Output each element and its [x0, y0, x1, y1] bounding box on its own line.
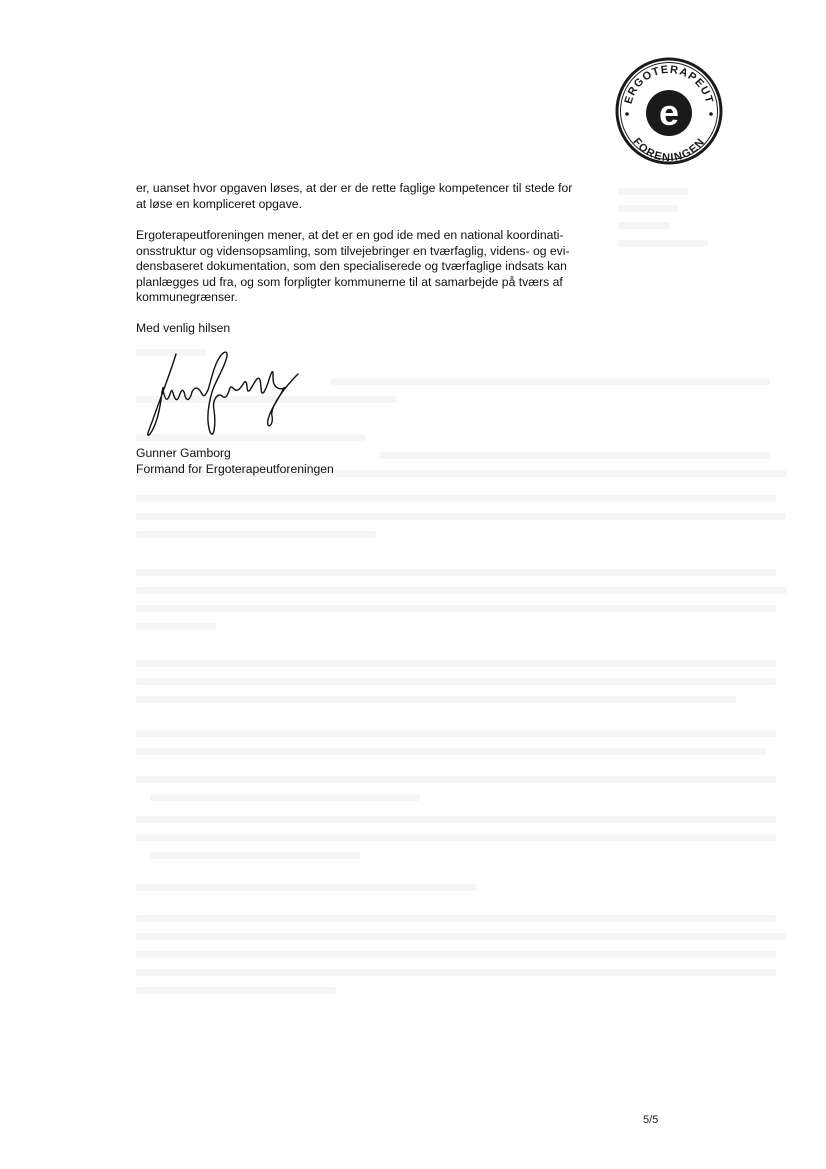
- text-line: planlægges ud fra, og som forpligter kommunerne til at samarbejde på tværs af: [136, 274, 563, 289]
- closing-greeting: Med venlig hilsen: [136, 321, 231, 335]
- text-line: densbaseret dokumentation, som den specialiserede og tværfaglige indsats kan: [136, 259, 567, 274]
- signer-block: [136, 446, 616, 477]
- text-line: Ergoterapeutforeningen mener, at det er en god ide med en national koordinati-: [136, 228, 564, 242]
- svg-text:FORENINGEN: FORENINGEN: [630, 135, 708, 165]
- svg-text:ERGOTERAPEUT: ERGOTERAPEUT: [622, 63, 716, 106]
- body-paragraph-1: [136, 181, 616, 212]
- page-number: 5/5: [643, 1114, 659, 1126]
- text-line: onsstruktur og vidensopsamling, som tilvejebringer en tværfaglig, videns- og evi-: [136, 243, 570, 258]
- text-line: kommunegrænser.: [136, 290, 238, 305]
- signer-name: Gunner Gamborg: [136, 446, 231, 460]
- handwritten-signature: [142, 344, 308, 444]
- text-line: er, uanset hvor opgaven løses, at der er de rette faglige kompetencer til stede for: [136, 181, 573, 195]
- ergoterapeut-foreningen-logo: [614, 56, 724, 166]
- text-line: at løse en kompliceret opgave.: [136, 196, 302, 211]
- signer-title: Formand for Ergoterapeutforeningen: [136, 461, 334, 476]
- svg-text:e: e: [658, 92, 680, 133]
- body-paragraph-2: [136, 228, 616, 306]
